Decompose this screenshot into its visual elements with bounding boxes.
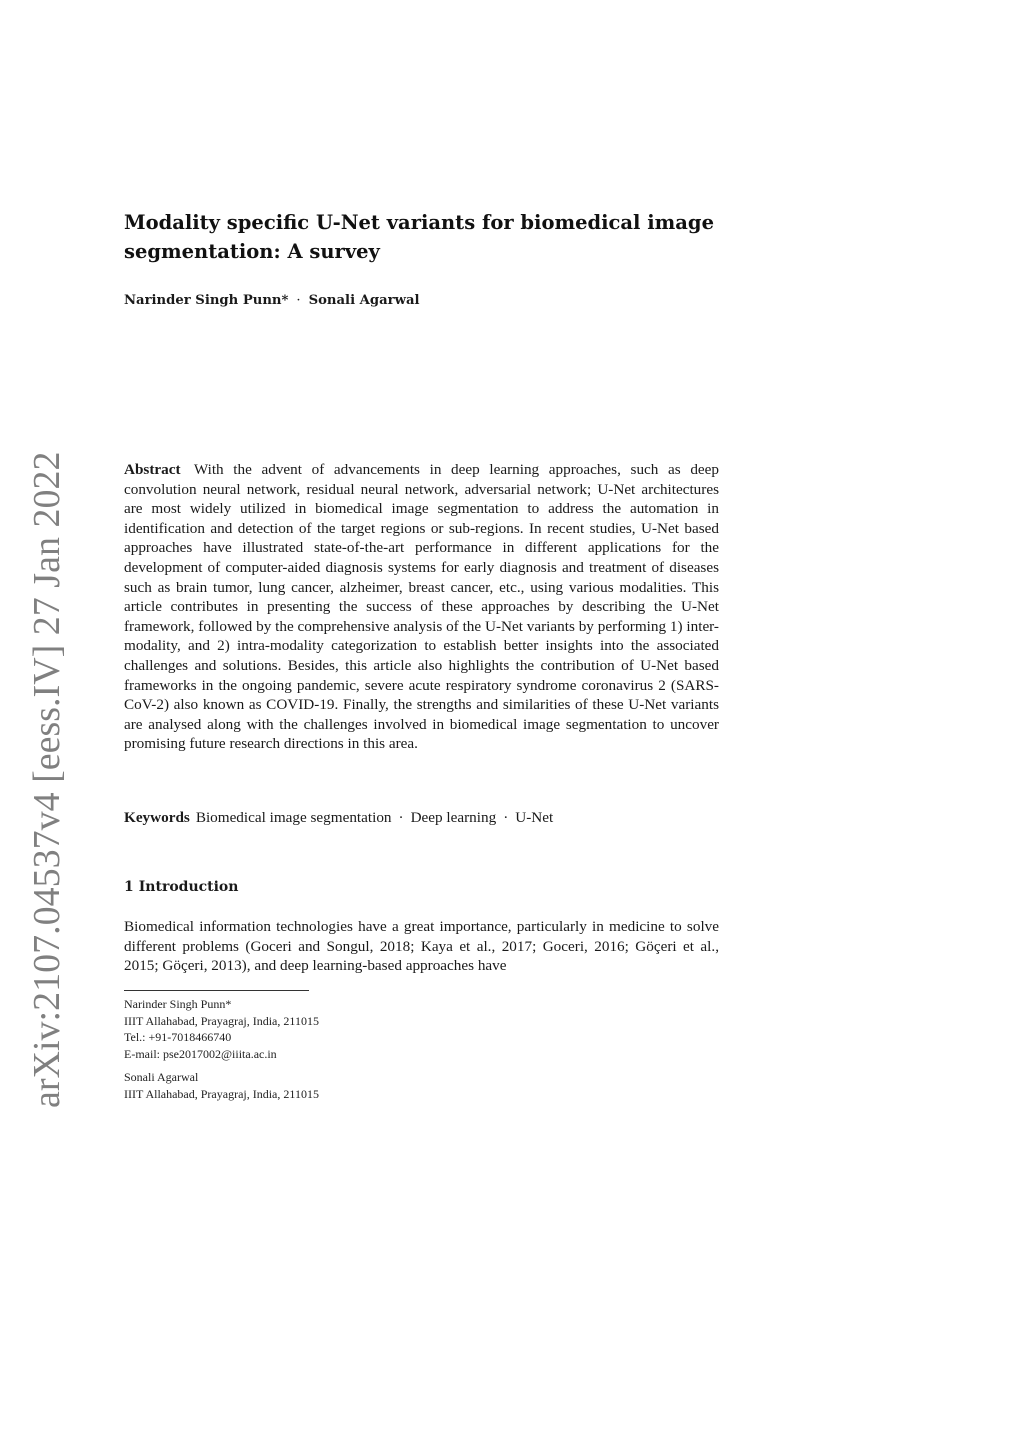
author-name-2: Sonali Agarwal [308,293,420,308]
paper-title-line-2: segmentation: A survey [124,240,380,263]
keyword-separator: · [503,809,509,826]
keyword-item: Biomedical image segmentation [195,809,392,826]
footnote-author-1-email: E-mail: pse2017002@iiita.ac.in [124,1046,277,1061]
keywords-label: Keywords [124,809,190,826]
author-separator: · [296,293,301,308]
section-number: 1 [124,879,134,895]
footnote-author-1-affiliation: IIIT Allahabad, Prayagraj, India, 211015 [124,1013,319,1028]
abstract-text: With the advent of advancements in deep learning approaches, such as deep convolution neural network, residual neural network, adversarial network; U-Net architectures are most widely utilized in biomedical image segmentation to address the automation in identification and detection of the target regions or sub-regions. In recent studies, U-Net based approaches have illustrated state-of-the-art performance in different applications for the development of computer-aided diagnosis systems for early diagnosis and treatment of diseases such as brain tumor, lung cancer, alzheimer, breast cancer, etc., using various modalities. This article contributes in presenting the success of these approaches by describing the U-Net framework, followed by the comprehensive analysis of the U-Net variants by performing 1) inter-modality, and 2) intra-modality categorization to establish better insights into the associated challenges and solutions. Besides, this article also highlights the contribution of U-Net based frameworks in the ongoing pandemic, severe acute respiratory syndrome coronavirus 2 (SARS-CoV-2) also known as COVID-19. Finally, the strengths and similarities of these U-Net variants are analysed along with the challenges involved in biomedical image segmentation to uncover promising future research directions in this area. [124,461,719,753]
paper-title [124,208,719,266]
section-heading-introduction [124,877,719,897]
arxiv-identifier-stamp: arXiv:2107.04537v4 [eess.IV] 27 Jan 2022 [26,451,68,1108]
keyword-separator: · [398,809,404,826]
keyword-item: U-Net [515,809,554,826]
author-name-1: Narinder Singh Punn* [124,293,289,308]
footnote-author-2-affiliation: IIIT Allahabad, Prayagraj, India, 211015 [124,1086,319,1101]
footnote-divider [124,990,309,991]
footnote-author-2-name: Sonali Agarwal [124,1070,199,1084]
section-title: Introduction [138,879,239,895]
introduction-paragraph: Biomedical information technologies have a great importance, particularly in medicine to solve different problems (Goceri and Songul, 2018; Kaya et al., 2017; Goceri, 2016; Göçeri et al., 2015; Göçeri, 2013), and deep learning-based approaches have [124,918,719,975]
abstract-label: Abstract [124,461,181,478]
footnote-author-2 [124,1069,719,1102]
paper-title-line-1: Modality specific U-Net variants for biomedical image [124,211,714,234]
footnote-author-1-tel: Tel.: +91-7018466740 [124,1030,232,1044]
keywords [124,808,719,828]
abstract [124,460,719,754]
footnote-author-1 [124,996,719,1062]
footnote-author-1-name: Narinder Singh Punn* [124,997,232,1011]
keyword-item: Deep learning [410,809,497,826]
author-list [124,291,719,311]
